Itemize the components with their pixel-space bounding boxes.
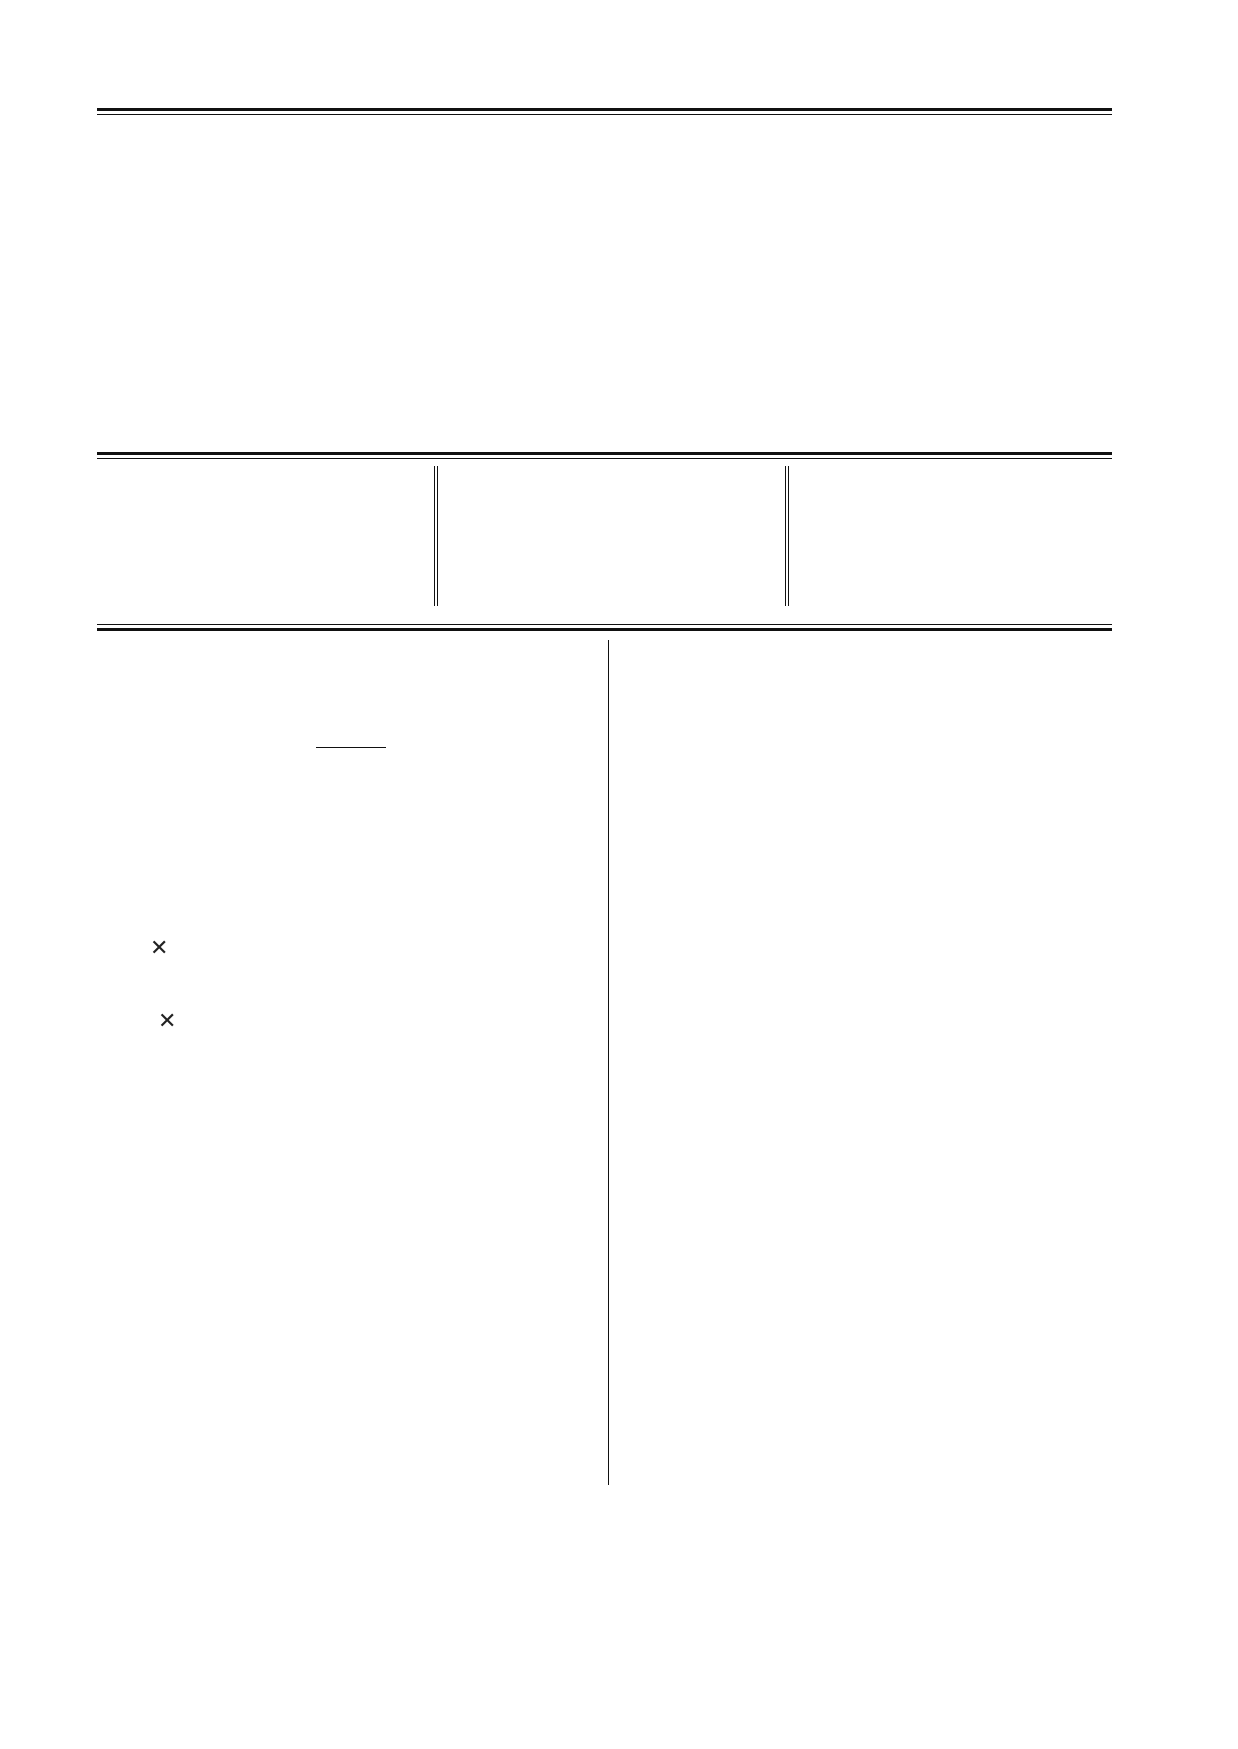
box-divider — [788, 466, 789, 606]
box-top-rule-thin — [97, 458, 1112, 459]
box-divider — [437, 466, 438, 606]
annonces-box — [800, 466, 1112, 507]
column-divider — [608, 640, 609, 1485]
handwritten-cross-icon: ✕ — [150, 936, 169, 961]
header-rule — [97, 108, 1112, 111]
subscriptions-box — [97, 466, 422, 486]
handwritten-cross-icon: ✕ — [158, 1009, 177, 1034]
box-bottom-rule-thin — [97, 624, 1112, 625]
box-divider — [434, 466, 435, 606]
box-top-rule — [97, 452, 1112, 455]
insertions-box — [448, 466, 773, 476]
separator — [316, 747, 386, 748]
box-bottom-rule — [97, 628, 1112, 631]
header-rule-thin — [97, 114, 1112, 115]
issue-label — [97, 79, 103, 105]
box-divider — [785, 466, 786, 606]
